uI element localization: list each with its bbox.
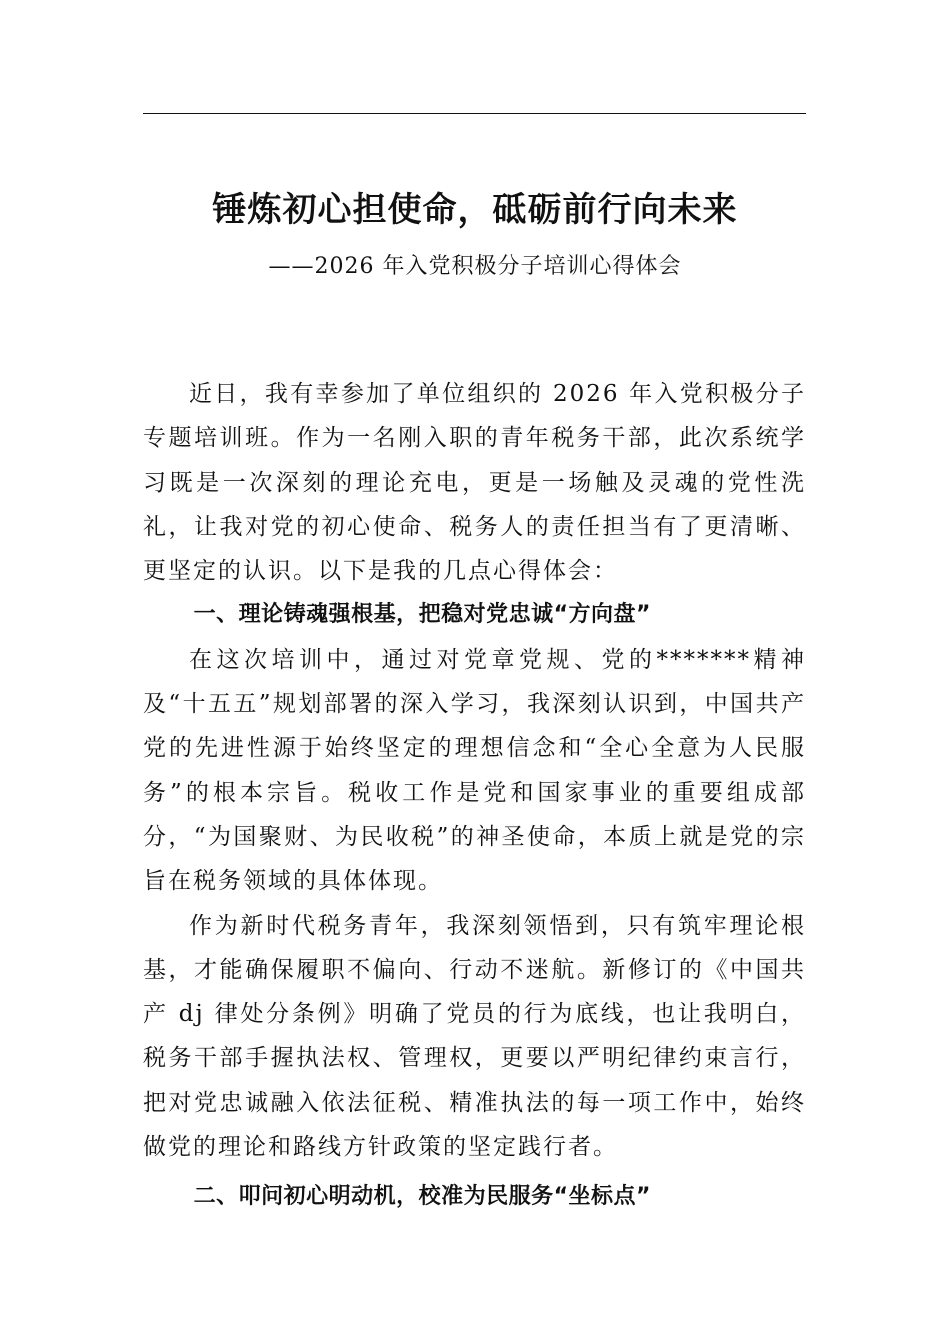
document-body (143, 372, 806, 1220)
document-title: 锤炼初心担使命，砥砺前行向未来 (212, 190, 738, 230)
document-subtitle: ——2026 年入党积极分子培训心得体会 (268, 254, 682, 279)
section-heading-2: 二、叩问初心明动机，校准为民服务“坐标点” (193, 1184, 652, 1210)
intro-paragraph: 近日，我有幸参加了单位组织的 2026 年入党积极分子专题培训班。作为一名刚入职的青年税务干部，此次系统学习既是一次深刻的理论充电，更是一场触及灵魂的党性洗礼，让我对党的初心使命、税务人的责任担当有了更清晰、更坚定的认识。以下是我的几点心得体会： (143, 381, 806, 585)
body-paragraph: 在这次培训中，通过对党章党规、党的*******精神及“十五五”规划部署的深入学习，我深刻认识到，中国共产党的先进性源于始终坚定的理想信念和“全心全意为人民服务”的根本宗旨。税收工作是党和国家事业的重要组成部分，“为国聚财、为民收税”的神圣使命，本质上就是党的宗旨在税务领域的具体体现。 (143, 646, 806, 895)
body-paragraph: 作为新时代税务青年，我深刻领悟到，只有筑牢理论根基，才能确保履职不偏向、行动不迷航。新修订的《中国共产 dj 律处分条例》明确了党员的行为底线，也让我明白，税务干部手握执法权、管理权，更要以严明纪律约束言行，把对党忠诚融入依法征税、精准执法的每一项工作中，始终做党的理论和路线方针政策的坚定践行者。 (143, 912, 806, 1161)
section-heading-1: 一、理论铸魂强根基，把稳对党忠诚“方向盘” (193, 602, 652, 628)
header-rule (143, 113, 806, 114)
